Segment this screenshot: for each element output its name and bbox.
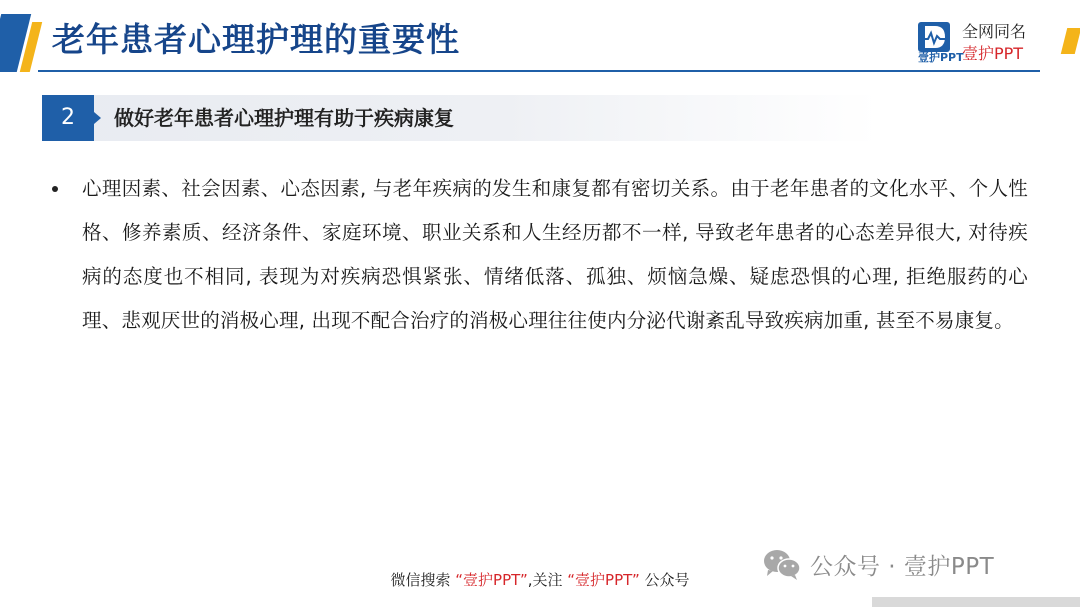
footer-prefix: 微信搜索 [390, 571, 451, 589]
watermark [762, 544, 994, 584]
footer-suffix: 公众号 [644, 571, 690, 589]
body-paragraph: 心理因素、社会因素、心态因素, 与老年疾病的发生和康复都有密切关系。由于老年患者的文化水平、个人性格、修养素质、经济条件、家庭环境、职业关系和人生经历都不一样, 导致老年患者的心态差异很大, 对待疾病的态度也不相同, 表现为对疾病恐惧紧张、情绪低落、孤独、烦恼急燥、疑虑恐惧的心理, 拒绝服药的心理、悲观厌世的消极心理, 出现不配合治疗的消极心理往往使内分泌代谢紊乱导致疾病加重, 甚至不易康复。 [82, 177, 1028, 332]
footer-middle: ,关注 [527, 571, 563, 589]
bottom-strip [872, 597, 1080, 607]
section-number: 2 [42, 95, 94, 141]
logo-tagline: 全网同名 [962, 22, 1027, 41]
watermark-label: 公众号 · 壹护PPT [810, 553, 995, 580]
section-arrow-icon [94, 112, 101, 124]
footer-brand-2: “壹护PPT” [567, 571, 640, 589]
wechat-icon [762, 547, 802, 581]
section-title: 做好老年患者心理护理有助于疾病康复 [114, 106, 454, 130]
page-title: 老年患者心理护理的重要性 [52, 20, 460, 59]
bullet-icon [52, 186, 58, 192]
logo-small-text: 壹护PPT [918, 51, 964, 64]
footer-brand-1: “壹护PPT” [455, 571, 528, 589]
logo-brand: 壹护PPT [962, 44, 1024, 63]
decorative-bar-yellow-right [1061, 28, 1080, 54]
title-divider [38, 70, 1040, 72]
logo-icon [918, 22, 950, 52]
